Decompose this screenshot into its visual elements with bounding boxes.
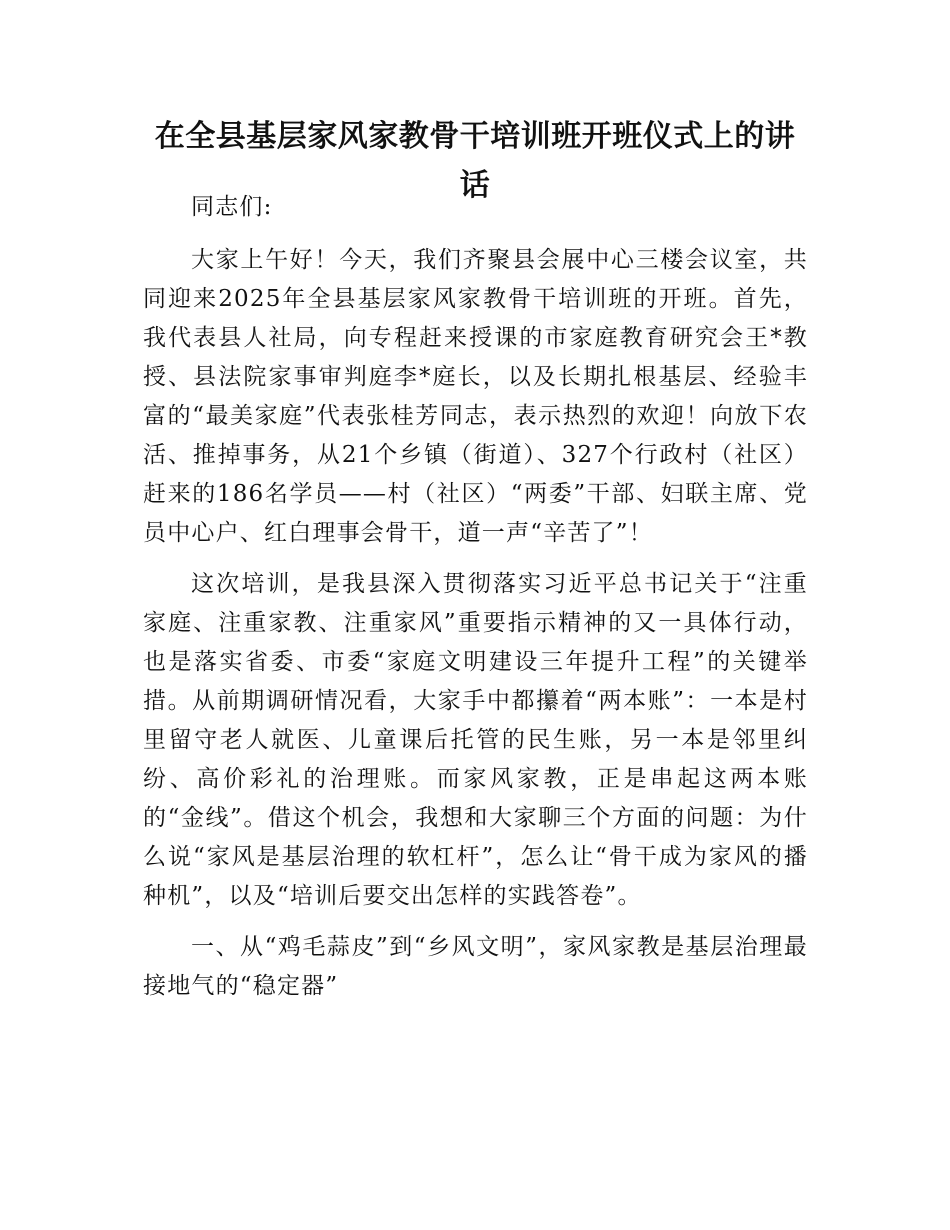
salutation: 同志们: (191, 194, 273, 220)
paragraph-welcome: 大家上午好！今天，我们齐聚县会展中心三楼会议室，共同迎来2025年全县基层家风家教骨干培训班的开班。首先，我代表县人社局，向专程赶来授课的市家庭教育研究会王*教授、县法院家事审判庭李*庭长，以及长期扎根基层、经验丰富的“最美家庭”代表张桂芳同志，表示热烈的欢迎！向放下农活、推掉事务，从21个乡镇（街道）、327个行政村（社区）赶来的186名学员——村（社区）“两委”干部、妇联主席、党员中心户、红白理事会骨干，道一声“辛苦了”！ (143, 247, 808, 546)
document-title: 在全县基层家风家教骨干培训班开班仪式上的讲话 (154, 119, 796, 203)
section-heading-1: 一、从“鸡毛蒜皮”到“乡风文明”，家风家教是基层治理最接地气的“稳定器” (143, 934, 808, 999)
document-body (143, 188, 808, 1018)
paragraph-purpose: 这次培训，是我县深入贯彻落实习近平总书记关于“注重家庭、注重家教、注重家风”重要指示精神的又一具体行动，也是落实省委、市委“家庭文明建设三年提升工程”的关键举措。从前期调研情况看，大家手中都攥着“两本账”：一本是村里留守老人就医、儿童课后托管的民生账，另一本是邻里纠纷、高价彩礼的治理账。而家风家教，正是串起这两本账的“金线”。借这个机会，我想和大家聊三个方面的问题：为什么说“家风是基层治理的软杠杆”，怎么让“骨干成为家风的播种机”，以及“培训后要交出怎样的实践答卷”。 (143, 571, 808, 909)
